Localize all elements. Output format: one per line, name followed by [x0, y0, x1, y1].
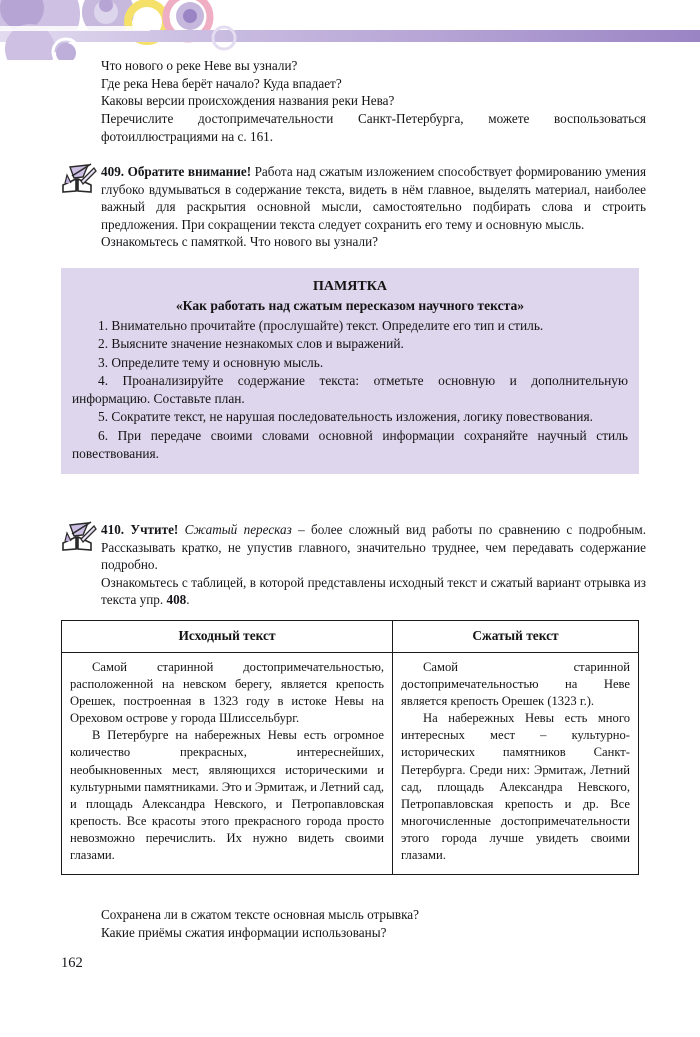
page-number: 162 [61, 955, 83, 971]
book-quill-icon [61, 163, 97, 195]
closing-line-1: Сохранена ли в сжатом тексте основная мысль отрывка? [101, 907, 420, 922]
compressed-paragraph-1: Самой старинной достопримечательностью на Неве является крепость Орешек (1323 г.). [401, 660, 630, 709]
decor-gap [0, 26, 150, 31]
exercise-409-paragraph [101, 163, 646, 233]
exercise-410-text: – более сложный вид работы по сравнению с подробным. Рассказывать кратко, не упустив главного, значительно труднее, чем передавать содержание подробно. [101, 522, 647, 573]
compressed-paragraph-2: На набережных Невы есть много интересных мест – культурно-исторических памятников Санкт-Петербурга. Среди них: Эрмитаж, Летний сад, площадь Александра Невского, Петропавловская крепость и др. Все многочисленные достопримечательности этого города лучше увидеть своими глазами. [401, 711, 630, 863]
exercise-409-number: 409. [101, 164, 125, 179]
book-quill-icon [61, 521, 97, 553]
table-row [62, 653, 639, 875]
intro-questions [101, 57, 646, 146]
table-header-row [62, 621, 639, 653]
table-cell-compressed [393, 653, 639, 875]
exercise-410-body [101, 521, 646, 609]
exercise-410 [101, 521, 646, 609]
comparison-table [61, 620, 639, 875]
table-cell-compressed-inner [393, 653, 638, 874]
closing-line-2: Какие приёмы сжатия информации использованы? [101, 924, 387, 940]
memo-subtitle: «Как работать над сжатым пересказом научного текста» [175, 298, 525, 313]
original-paragraph-1: Самой старинной достопримечательностью, расположенной на невском берегу, является крепость Орешек, построенная в 1323 году в истоке Невы на Ореховом острове у города Шлиссельбург. [70, 660, 385, 726]
intro-line-2: Где река Нева берёт начало? Куда впадает? [101, 75, 342, 91]
page-header-decoration [0, 0, 700, 60]
decor-circle-pink-core [183, 9, 197, 23]
exercise-409-text: Работа над сжатым изложением способствует формированию умения глубоко вдумываться в содержание текста, видеть в нём главное, выделять материал, наиболее важный для раскрытия основной мысли, самостоятельно подбирать слова и строить предложения. При сокращении текста следует сохранить его тему и основную мысль. [101, 164, 647, 232]
exercise-409-heading: Обратите внимание! [127, 164, 252, 179]
exercise-410-reference: 408 [166, 592, 187, 608]
exercise-409-followup: Ознакомьтесь с памяткой. Что нового вы узнали? [101, 234, 379, 250]
intro-line-1: Что нового о реке Неве вы узнали? [101, 58, 298, 73]
memo-item-3: 3. Определите тему и основную мысль. [98, 354, 324, 370]
table-header-original: Исходный текст [62, 621, 393, 653]
closing-questions [101, 906, 646, 942]
memo-title: ПАМЯТКА [313, 279, 387, 294]
decor-band [0, 30, 700, 42]
exercise-410-number: 410. [101, 522, 125, 537]
memo-item-2: 2. Выясните значение незнакомых слов и выражений. [98, 336, 404, 352]
intro-line-3: Каковы версии происхождения названия реки Нева? [101, 93, 395, 109]
table-cell-original-inner [62, 653, 392, 874]
table-cell-original [62, 653, 393, 875]
exercise-409 [101, 163, 646, 251]
table-header-compressed: Сжатый текст [393, 621, 639, 653]
exercise-410-term: Сжатый пересказ [184, 522, 292, 537]
exercise-410-followup-end: . [186, 592, 190, 608]
memo-item-6: 6. При передаче своими словами основной информации сохраняйте научный стиль повествования. [72, 427, 628, 462]
exercise-409-body [101, 163, 646, 251]
memo-item-1: 1. Внимательно прочитайте (прослушайте) текст. Определите его тип и стиль. [98, 318, 544, 333]
intro-line-4: Перечислите достопримечательности Санкт-Петербурга, можете воспользоваться фотоиллюстрациями на с. 161. [101, 111, 646, 144]
memo-item-4: 4. Проанализируйте содержание текста: отметьте основную и дополнительную информацию. Составьте план. [72, 372, 628, 407]
exercise-410-followup-text: Ознакомьтесь с таблицей, в которой представлены исходный текст и сжатый вариант отрывка из текста упр. [101, 574, 646, 608]
exercise-410-paragraph [101, 521, 646, 574]
memo-box [61, 268, 639, 474]
exercise-410-followup [101, 574, 646, 609]
exercise-410-heading: Учтите! [130, 522, 179, 537]
memo-item-5: 5. Сократите текст, не нарушая последовательность изложения, логику повествования. [98, 409, 593, 425]
original-paragraph-2: В Петербурге на набережных Невы есть огромное количество прекрасных, интереснейших, необыкновенных мест, являющихся историческими и культурными памятниками. Это и Эрмитаж, и Летний сад, и площадь Александра Невского, и Петропавловская крепость. Все красоты этого прекрасного города просто невозможно перечислить. Их нужно видеть своими глазами. [70, 728, 385, 863]
